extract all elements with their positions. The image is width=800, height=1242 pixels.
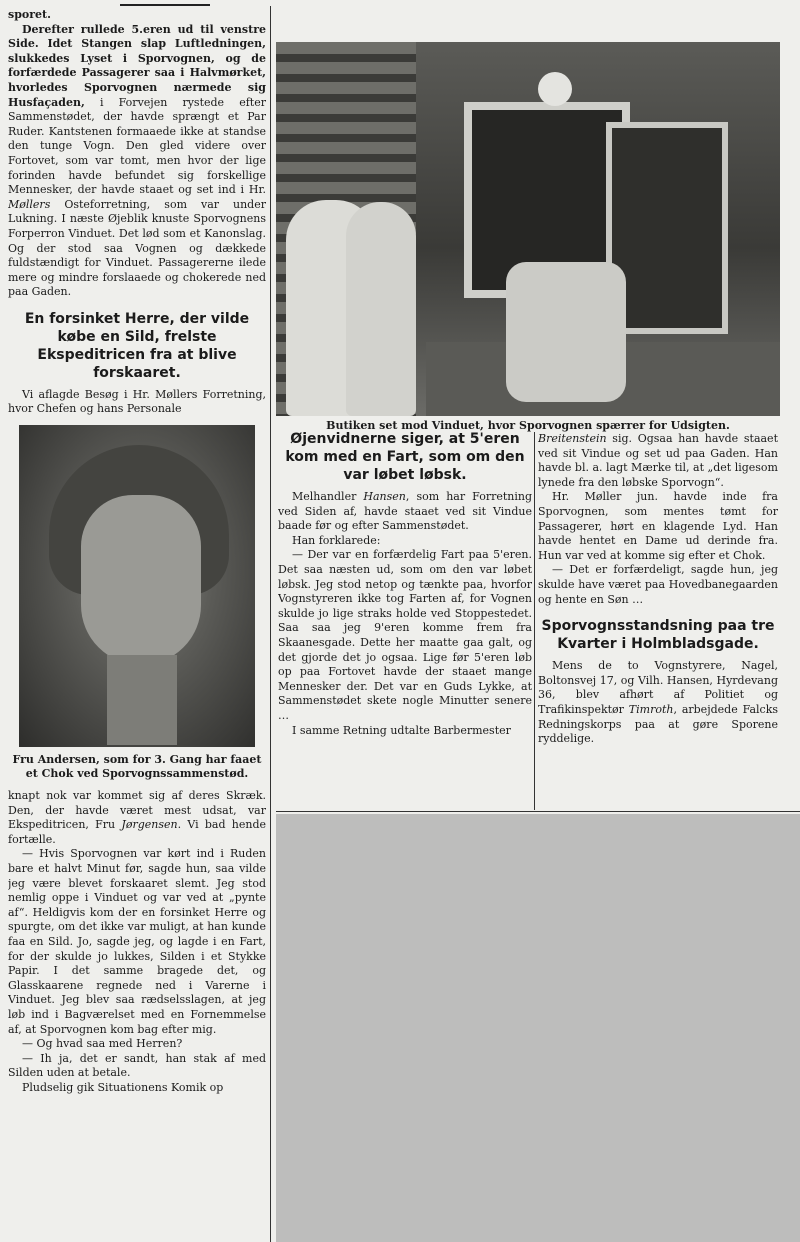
- paragraph: Vi aflagde Besøg i Hr. Møllers Forretning, hvor Chefen og hans Personale: [8, 387, 266, 416]
- article-subheading: En forsinket Herre, der vilde købe en Sild, frelste Ekspeditricen fra at blive forskaaret.: [24, 310, 250, 381]
- paragraph: [538, 659, 778, 747]
- paragraph: [8, 789, 266, 847]
- italic-name: Jørgensen: [121, 818, 178, 832]
- text-run: , arbejdede Falcks Redningskorps paa at gøre Sporene ryddelige.: [538, 702, 778, 746]
- italic-name: Breitenstein: [538, 432, 607, 445]
- paragraph: — Hvis Sporvognen var kørt ind i Ruden bare et halvt Minut før, sagde hun, saa vilde jeg være blevet forskaaret slemt. Jeg stod nemlig oppe i Vinduet og var ved at „pynte af“. Heldigvis kom der en forsinket Herre og spurgte, om det ikke var muligt, at han kunde faa en Sild. Jo, sagde jeg, og lagde i en Fart, for der skulde jo lukkes, Silden i et Stykke Papir. I det samme bragede det, og Glasskaarene regnede ned i Varerne i Vinduet. Jeg blev saa rædselsslagen, at jeg løb ind i Bagværelset med en Fornemmelse af, at Sporvognen kom bag efter mig.: [8, 847, 266, 1036]
- portrait-neck-shape: [107, 655, 177, 745]
- paragraph: Pludselig gik Situationens Komik op: [22, 1080, 224, 1094]
- column-right: [538, 432, 778, 812]
- paragraph: — Det er forfærdeligt, sagde hun, jeg skulde have været paa Hovedbanegaarden og hente en Søn …: [538, 563, 778, 606]
- paragraph: — Der var en forfærdelig Fart paa 5'eren. Det saa næsten ud, som om den var løbet løbsk. Jeg stod netop og tænkte paa, hvorfor Vognstyreren ikke tog Farten af, for Vognen skulde jo lige straks holde ved Stoppestedet. Saa saa jeg 9'eren komme frem fra Skaanesgade. Dette her maatte gaa galt, og det gjorde det jo ogsaa. Lige før 5'eren løb op paa Fortovet havde der staaet mange Mennesker der. Det var en Guds Lykke, at Sammenstødet skete nogle Minutter senere …: [278, 548, 532, 722]
- paragraph: [538, 432, 778, 490]
- text-run: sig. Ogsaa han havde staaet ved sit Vindue og set ud paa Gaden. Han havde bl. a. lagt Mærke til, at „det ligesom lynede fra den løbske Sporvogn“.: [538, 432, 778, 489]
- photo-caption: Butiken set mod Vinduet, hvor Sporvognen spærrer for Udsigten.: [326, 419, 730, 432]
- paragraph: I samme Retning udtalte Barbermester: [292, 723, 511, 737]
- paragraph: [278, 490, 532, 534]
- text-run: i Forvejen rystede efter Sammenstødet, der havde sprængt et Par Ruder. Kantstenen formaaede ikke at standse den tunge Vogn. Den gled videre over Fortovet, som var tomt, men hvor der lige forinden havde befundet sig forskellige Mennesker, der havde staaet og set ind i Hr.: [8, 95, 266, 197]
- article-subheading: Øjenvidnerne siger, at 5'eren kom med en Fart, som om den var løbet løbsk.: [285, 431, 525, 483]
- portrait-face-shape: [81, 495, 201, 665]
- text-run: Mens de to Vognstyrere, Nagel, Boltonsvej 17, og Vilh. Hansen, Hyrdevang 36, blev afhørt af Politiet og Trafikinspektør: [538, 659, 778, 716]
- portrait-caption: Fru Andersen, som for 3. Gang har faaet et Chok ved Sporvognssammenstød.: [12, 753, 262, 781]
- photo-person-shape: [346, 202, 416, 416]
- column-left: [8, 8, 266, 1238]
- blank-gray-area: [276, 814, 800, 1242]
- paragraph: [8, 23, 266, 300]
- column-divider: [270, 6, 271, 1242]
- article-subheading: Sporvognsstandsning paa tre Kvarter i Holmbladsgade.: [541, 618, 775, 653]
- section-divider: [276, 811, 800, 812]
- bold-lead: Derefter rullede 5.eren ud til venstre Side. Idet Stangen slap Luftledningen, slukkedes Lyset i Sporvognen, og de forfærdede Passagerer saa i Halvmørket, hvorledes Sporvognen nærmede sig Husfaçaden,: [8, 22, 266, 109]
- text-run: Osteforretning, som var under Lukning. I næste Øjeblik knuste Sporvognens Forperron Vinduet. Det lød som et Kanonslag. Og der stod saa Vognen og dækkede fuldstændigt for Vinduet. Passagererne ilede mere og mindre forslaaede og chokerede ned paa Gaden.: [8, 197, 266, 299]
- italic-name: Hansen: [363, 490, 406, 503]
- paragraph: Han forklarede:: [292, 533, 381, 547]
- photo-lamp-shape: [538, 72, 572, 106]
- paragraph: — Og hvad saa med Herren?: [22, 1037, 183, 1051]
- text-run: , som har Forretning ved Siden af, havde staaet ved sit Vindue baade før og efter Sammenstødet.: [278, 490, 532, 533]
- paragraph: sporet.: [8, 8, 51, 21]
- top-rule-mark: [120, 0, 210, 6]
- text-run: . Vi bad hende fortælle.: [8, 818, 266, 846]
- column-middle: [278, 420, 532, 810]
- column-divider: [534, 432, 535, 810]
- photo-machine-shape: [506, 262, 626, 402]
- italic-name: Møllers: [8, 197, 51, 211]
- text-run: knapt nok var kommet sig af deres Skræk. Den, der havde været mest udsat, var Ekspeditricen, Fru: [8, 789, 266, 832]
- italic-name: Timroth: [628, 702, 674, 716]
- paragraph: Hr. Møller jun. havde inde fra Sporvognen, som mentes tømt for Passagerer, hørt en klagende Lyd. Han havde hentet en Dame ud derinde fra. Hun var ved at komme sig efter et Chok.: [538, 490, 778, 562]
- shop-interior-photo: [276, 42, 780, 416]
- portrait-photo: [19, 425, 255, 747]
- paragraph: — Ih ja, det er sandt, han stak af med Silden uden at betale.: [8, 1051, 266, 1080]
- text-run: Melhandler: [292, 490, 364, 503]
